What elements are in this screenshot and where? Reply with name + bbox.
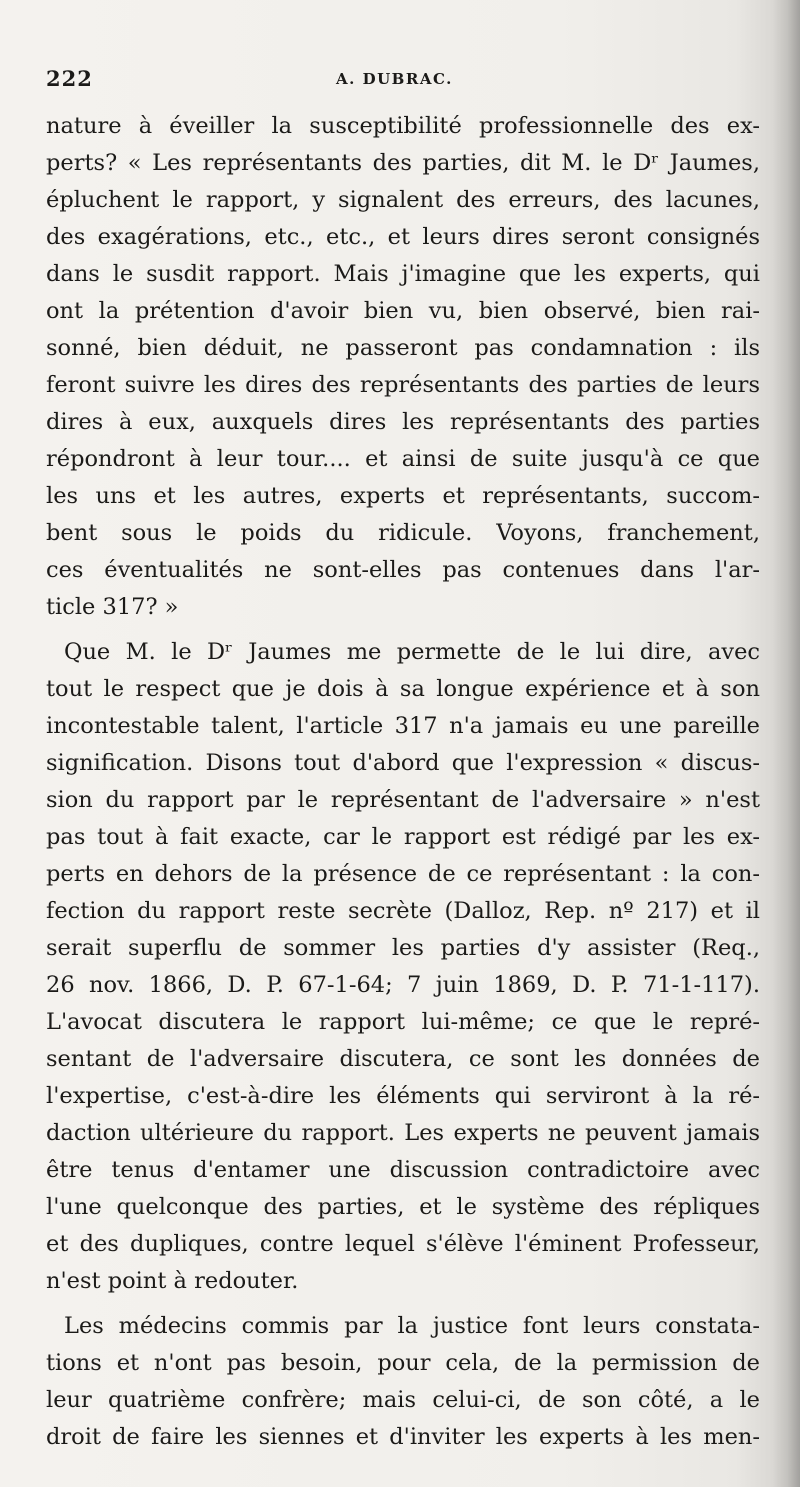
text-line: fection du rapport reste secrète (Dalloz, Rep. nº 217) et il — [46, 898, 760, 924]
text-line: L'avocat discutera le rapport lui-même; ce que le repré- — [46, 1009, 760, 1035]
paragraph-2 — [46, 634, 760, 1300]
paragraph-3 — [46, 1308, 760, 1456]
page-number: 222 — [46, 66, 93, 91]
text-line: être tenus d'entamer une discussion contradictoire avec — [46, 1157, 760, 1183]
text-line: bent sous le poids du ridicule. Voyons, franchement, — [46, 520, 760, 546]
text-line: n'est point à redouter. — [46, 1268, 299, 1294]
text-line: dans le susdit rapport. Mais j'imagine que les experts, qui — [46, 261, 760, 287]
text-line: daction ultérieure du rapport. Les experts ne peuvent jamais — [46, 1120, 760, 1146]
text-line: pas tout à fait exacte, car le rapport est rédigé par les ex- — [46, 824, 760, 850]
text-line: droit de faire les siennes et d'inviter les experts à les men- — [46, 1424, 760, 1450]
running-title: A. DUBRAC. — [336, 70, 453, 88]
text-line: épluchent le rapport, y signalent des erreurs, des lacunes, — [46, 187, 760, 213]
text-line: des exagérations, etc., etc., et leurs dires seront consignés — [46, 224, 760, 250]
text-line: répondront à leur tour.... et ainsi de suite jusqu'à ce que — [46, 446, 760, 472]
text-line: leur quatrième confrère; mais celui-ci, de son côté, a le — [46, 1387, 760, 1413]
text-line: serait superflu de sommer les parties d'y assister (Req., — [46, 935, 760, 961]
text-line: perts? « Les représentants des parties, dit M. le Dʳ Jaumes, — [46, 150, 760, 176]
text-line: 26 nov. 1866, D. P. 67-1-64; 7 juin 1869, D. P. 71-1-117). — [46, 972, 760, 998]
text-line: Que M. le Dʳ Jaumes me permette de le lui dire, avec — [64, 639, 760, 665]
body-text — [46, 108, 760, 1456]
text-line: tions et n'ont pas besoin, pour cela, de la permission de — [46, 1350, 760, 1376]
text-line: sion du rapport par le représentant de l'adversaire » n'est — [46, 787, 760, 813]
text-line: sentant de l'adversaire discutera, ce sont les données de — [46, 1046, 760, 1072]
text-line: signification. Disons tout d'abord que l'expression « discus- — [46, 750, 760, 776]
text-line: incontestable talent, l'article 317 n'a jamais eu une pareille — [46, 713, 760, 739]
text-line: les uns et les autres, experts et représentants, succom- — [46, 483, 760, 509]
text-line: tout le respect que je dois à sa longue expérience et à son — [46, 676, 760, 702]
text-line: ticle 317? » — [46, 594, 179, 620]
text-line: ces éventualités ne sont-elles pas contenues dans l'ar- — [46, 557, 760, 583]
text-line: Les médecins commis par la justice font leurs constata- — [64, 1313, 760, 1339]
running-head — [46, 66, 746, 102]
text-line: ont la prétention d'avoir bien vu, bien observé, bien rai- — [46, 298, 760, 324]
paragraph-1 — [46, 108, 760, 626]
text-line: et des dupliques, contre lequel s'élève l'éminent Professeur, — [46, 1231, 760, 1257]
text-line: dires à eux, auxquels dires les représentants des parties — [46, 409, 760, 435]
text-line: perts en dehors de la présence de ce représentant : la con- — [46, 861, 760, 887]
text-line: feront suivre les dires des représentants des parties de leurs — [46, 372, 760, 398]
page-edge-shadow — [772, 0, 800, 1487]
text-line: nature à éveiller la susceptibilité professionnelle des ex- — [46, 113, 760, 139]
text-line: l'une quelconque des parties, et le système des répliques — [46, 1194, 760, 1220]
text-line: sonné, bien déduit, ne passeront pas condamnation : ils — [46, 335, 760, 361]
text-line: l'expertise, c'est-à-dire les éléments qui serviront à la ré- — [46, 1083, 760, 1109]
